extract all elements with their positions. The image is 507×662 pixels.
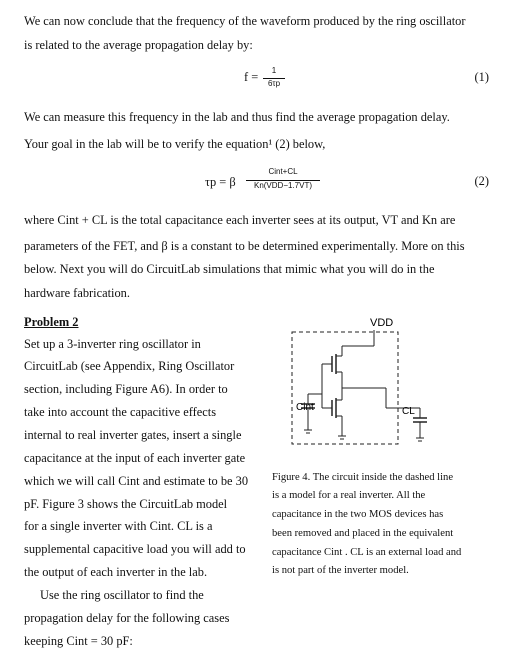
figure-caption-line: is not part of the inverter model. [272, 565, 409, 576]
problem-line: section, including Figure A6). In order to [24, 382, 228, 396]
equation-1-numerator: 1 [271, 66, 277, 75]
equation-1-number: (1) [474, 70, 489, 84]
equation-2-lhs: τp = β [205, 175, 236, 189]
paragraph-3-line-1: where Cint + CL is the total capacitance each inverter sees at its output, VT and Kn are [24, 213, 456, 227]
problem-line: internal to real inverter gates, insert a single [24, 428, 242, 442]
problem-line: pF. Figure 3 shows the CircuitLab model [24, 497, 228, 511]
problem-line: CircuitLab (see Appendix, Ring Oscillator [24, 359, 235, 373]
paragraph-3-line-2: parameters of the FET, and β is a constant to be determined experimentally. More on this [24, 239, 465, 253]
problem-line: capacitance at the input of each inverter gate [24, 451, 246, 465]
equation-2-number: (2) [474, 174, 489, 188]
problem-line: Set up a 3-inverter ring oscillator in [24, 337, 201, 351]
equation-2-numerator: Cint+CL [268, 167, 298, 176]
figure-caption-line: capacitance in the two MOS devices has [272, 509, 444, 520]
problem-line: take into account the capacitive effects [24, 405, 217, 419]
vdd-label: VDD [370, 317, 394, 329]
paragraph-3-line-3: below. Next you will do CircuitLab simulations that mimic what you will do in the [24, 262, 435, 276]
paragraph-2-line-2: Your goal in the lab will be to verify the equation¹ (2) below, [24, 137, 326, 151]
paragraph-3-line-4: hardware fabrication. [24, 286, 130, 300]
paragraph-1-line-2: is related to the average propagation delay by: [24, 38, 253, 52]
paragraph-2-line-1: We can measure this frequency in the lab and thus find the average propagation delay. [24, 110, 450, 124]
equation-2-denominator: Kn(VDD−1.7VT) [253, 181, 313, 190]
problem-line: propagation delay for the following cases [24, 611, 230, 625]
problem-title: Problem 2 [24, 315, 79, 329]
figure-caption-line: been removed and placed in the equivalent [272, 528, 454, 539]
problem-line: for a single inverter with Cint. CL is a [24, 519, 213, 533]
figure-caption-line: Figure 4. The circuit inside the dashed line [272, 472, 454, 483]
problem-line: which we will call Cint and estimate to be 30 [24, 474, 249, 488]
problem-line: the output of each inverter in the lab. [24, 565, 208, 579]
figure-caption-line: capacitance Cint . CL is an external load and [272, 547, 462, 558]
inverter-circuit-diagram [284, 312, 444, 464]
problem-line: keeping Cint = 30 pF: [24, 634, 133, 648]
paragraph-1-line-1: We can now conclude that the frequency of the waveform produced by the ring oscillator [24, 14, 466, 28]
problem-line: supplemental capacitive load you will add to [24, 542, 246, 556]
cint-label: Cint [296, 402, 314, 413]
cl-label: CL [402, 406, 415, 417]
equation-1-lhs: f = [244, 70, 259, 84]
equation-1-denominator: 6τp [267, 79, 281, 88]
problem-line: Use the ring oscillator to find the [40, 588, 204, 602]
figure-caption-line: is a model for a real inverter. All the [272, 490, 426, 501]
